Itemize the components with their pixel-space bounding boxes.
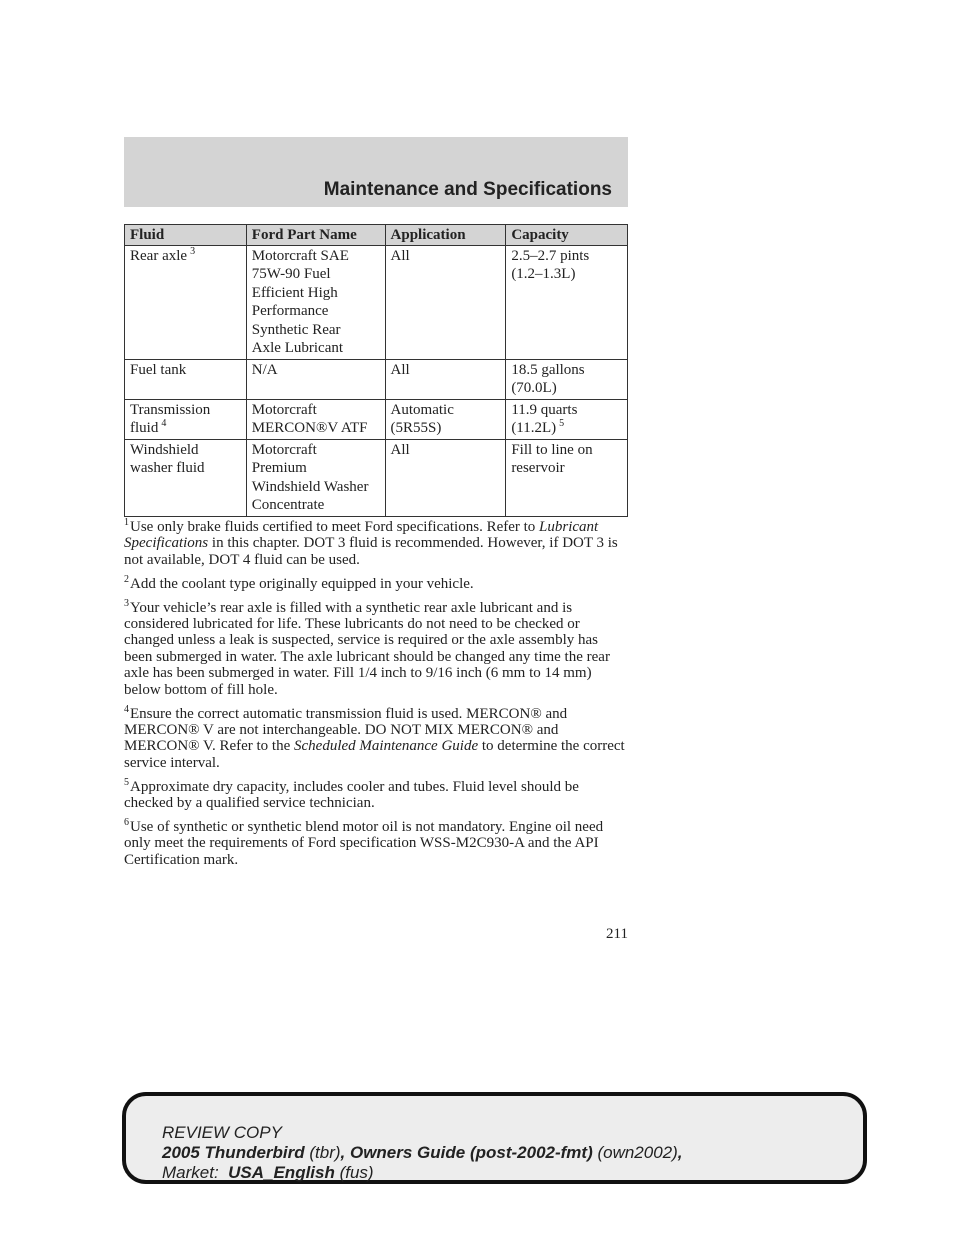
cell-capacity	[506, 439, 628, 516]
column-header-fluid: Fluid	[125, 225, 247, 246]
footnotes	[124, 519, 628, 876]
review-model: 2005 Thunderbird	[162, 1143, 305, 1162]
cell-application-line: All	[390, 361, 410, 378]
review-market-label: Market:	[162, 1163, 229, 1182]
table-row	[125, 245, 628, 359]
cell-application-line: (5R55S)	[390, 420, 442, 436]
footnote-text: to determine the correct service interval.	[124, 738, 625, 771]
review-market-code: (fus)	[334, 1163, 374, 1182]
cell-fluid	[125, 245, 247, 359]
footnote-2	[124, 573, 628, 592]
review-comma: ,	[677, 1143, 683, 1162]
cell-capacity-line: reservoir	[511, 460, 565, 476]
cell-application-line: All	[390, 247, 410, 264]
footnote-number: 2	[124, 573, 129, 585]
cell-part-name	[246, 359, 385, 399]
footnote-4	[124, 703, 628, 772]
cell-part-name-line: Efficient High	[251, 284, 338, 301]
footnote-text: Add the coolant type originally equipped in your vehicle.	[130, 575, 474, 592]
cell-application	[385, 359, 506, 399]
table-row	[125, 439, 628, 516]
cell-part-name	[246, 399, 385, 439]
footnote-marker: 4	[161, 418, 167, 429]
column-header-part-name: Ford Part Name	[246, 225, 385, 246]
cell-fluid-text: Windshield washer fluid	[130, 441, 205, 476]
review-copy-label: REVIEW COPY	[162, 1123, 282, 1142]
cell-part-name-line: MERCON®V ATF	[251, 420, 368, 436]
fluid-specifications-table	[124, 224, 628, 517]
cell-part-name	[246, 245, 385, 359]
cell-part-name-line: Motorcraft	[251, 441, 317, 458]
cell-part-name-line: Premium	[251, 460, 307, 476]
footnote-text: Use only brake fluids certified to meet Ford specifications. Refer to	[130, 519, 540, 535]
cell-capacity-line: (11.2L)	[511, 420, 557, 436]
table-row	[125, 359, 628, 399]
footnote-number: 5	[124, 776, 129, 788]
cell-application	[385, 399, 506, 439]
cell-part-name-line: N/A	[251, 361, 278, 378]
cell-part-name-line: Performance	[251, 303, 329, 319]
cell-part-name-line: 75W-90 Fuel	[251, 266, 331, 282]
cell-application-line: Automatic	[390, 401, 454, 418]
page-number: 211	[606, 926, 628, 942]
section-header-band	[124, 137, 628, 207]
cell-capacity-line: (1.2–1.3L)	[511, 266, 576, 282]
cell-part-name-line: Windshield Washer	[251, 478, 369, 495]
cell-application	[385, 245, 506, 359]
cell-part-name-line: Motorcraft SAE	[251, 247, 349, 264]
review-copy-document	[162, 1143, 683, 1163]
cell-part-name-line: Motorcraft	[251, 401, 317, 418]
cell-capacity-line: Fill to line on	[511, 441, 593, 458]
footnote-number: 4	[124, 703, 129, 715]
page-title: Maintenance and Specifications	[323, 179, 612, 200]
footnote-number: 1	[124, 517, 129, 528]
footnote-number: 3	[124, 597, 129, 609]
footnote-3	[124, 597, 628, 698]
column-header-capacity: Capacity	[506, 225, 628, 246]
cell-capacity-line: 2.5–2.7 pints	[511, 247, 590, 264]
footnote-text: in this chapter. DOT 3 fluid is recommended. However, if DOT 3 is not available, DOT 4 fluid can be used.	[124, 535, 618, 568]
column-header-application: Application	[385, 225, 506, 246]
footnote-text: Approximate dry capacity, includes cooler and tubes. Fluid level should be checked by a qualified service technician.	[124, 778, 579, 812]
cell-application-line: All	[390, 441, 410, 458]
footnote-text: Ensure the correct automatic transmission fluid is used. MERCON® and MERCON® V are not interchangeable. DO NOT MIX MERCON® and MERCON® V. Refer to the	[124, 705, 568, 755]
cell-part-name-line: Concentrate	[251, 497, 325, 513]
cell-capacity	[506, 245, 628, 359]
footnote-1	[124, 519, 628, 568]
cell-fluid-text: Transmission fluid	[130, 401, 211, 436]
cell-fluid-text: Fuel tank	[130, 361, 187, 378]
cell-fluid	[125, 439, 247, 516]
footnote-reference: Scheduled Maintenance Guide	[294, 738, 479, 755]
review-copy-text	[162, 1123, 683, 1183]
cell-capacity-line: (70.0L)	[511, 380, 557, 396]
footnote-reference: Lubricant Specifications	[124, 519, 599, 552]
review-model-code: (tbr)	[304, 1143, 341, 1162]
footnote-6	[124, 819, 628, 868]
cell-capacity-line: 11.9 quarts	[511, 401, 578, 418]
review-copy-market	[162, 1163, 683, 1183]
cell-part-name-line: Axle Lubricant	[251, 340, 344, 356]
table-row	[125, 399, 628, 439]
cell-part-name	[246, 439, 385, 516]
footnote-text: Use of synthetic or synthetic blend motor oil is not mandatory. Engine oil need only meet the requirements of Ford specification WSS-M2C930-A and the API Certification mark.	[124, 819, 604, 868]
cell-capacity-line: 18.5 gallons	[511, 361, 585, 378]
review-copy-box	[122, 1092, 867, 1184]
footnote-text: Your vehicle’s rear axle is filled with a synthetic rear axle lubricant and is considered lubricated for life. These lubricants do not need to be checked or changed unless a leak is suspected, service is required or the axle assembly has been submerged in water. The axle lubricant should be changed any time the rear axle has been submerged in water. Fill 1/4 inch to 9/16 inch (6 mm to 14 mm) below bottom of fill hole.	[124, 599, 610, 698]
cell-capacity	[506, 399, 628, 439]
review-guide-code: (own2002)	[592, 1143, 678, 1162]
footnote-5	[124, 776, 628, 812]
cell-fluid	[125, 399, 247, 439]
review-market: USA_English	[228, 1163, 335, 1182]
footnote-number: 6	[124, 817, 129, 828]
cell-capacity	[506, 359, 628, 399]
cell-fluid-text: Rear axle	[130, 247, 188, 264]
table-body	[125, 245, 628, 516]
footnote-marker: 5	[559, 418, 565, 429]
review-guide: , Owners Guide (post-2002-fmt)	[340, 1143, 593, 1162]
footnote-marker: 3	[190, 245, 196, 257]
cell-part-name-line: Synthetic Rear	[251, 321, 341, 338]
cell-fluid	[125, 359, 247, 399]
cell-application	[385, 439, 506, 516]
table-header-row	[125, 225, 628, 246]
